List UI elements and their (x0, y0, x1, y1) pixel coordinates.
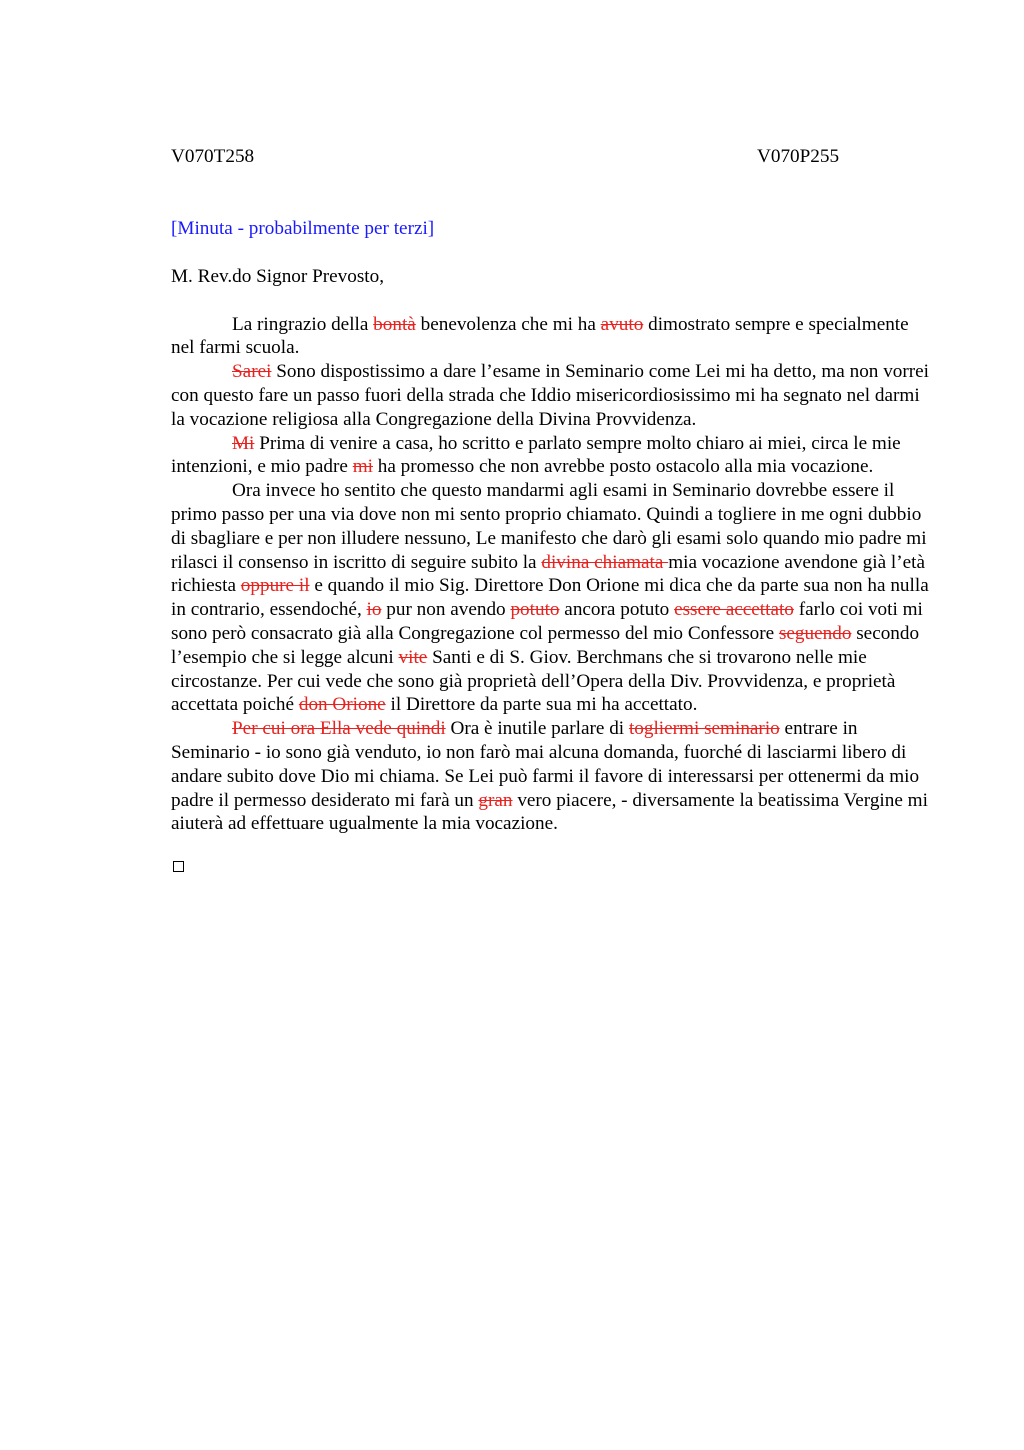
document-page (171, 145, 931, 872)
editorial-note: [Minuta - probabilmente per terzi] (171, 218, 435, 239)
letter-body (171, 313, 931, 837)
deleted-text: don Orione (298, 694, 386, 716)
deleted-text: divina chiamata (541, 551, 669, 573)
deleted-text: seguendo (778, 622, 852, 644)
paragraph-text: Sono dispostissimo a dare l’esame in Seminario come Lei mi ha detto, ma non vorrei con questo fare un passo fuori della strada che Iddio misericordiosissimo mi ha segnato nel darmi la vocazione religiosa alla Congregazione della Divina Provvidenza. (171, 361, 930, 430)
deleted-text: potuto (510, 599, 560, 621)
deleted-text: Mi (232, 432, 255, 454)
salutation: M. Rev.do Signor Prevosto, (171, 265, 385, 287)
deleted-text: Per cui ora Ella vede quindi (232, 718, 446, 740)
paragraph-text: Ora è inutile parlare di (445, 718, 629, 740)
document-header (171, 145, 931, 169)
paragraph-text: Ora invece ho sentito che questo mandarmi agli esami in Seminario dovrebbe essere il primo passo per una via dove non mi sento proprio chiamato. Quindi a togliere in me ogni dubbio di sbagliare e per non illudere nessuno, Le manifesto che darò gli esami solo quando mio padre mi rilasci il consenso in iscritto di seguire subito la (171, 480, 927, 573)
deleted-text: oppure il (240, 575, 310, 597)
paragraph-text: il Direttore da parte sua mi ha accettato. (385, 694, 698, 716)
paragraph (171, 313, 931, 361)
paragraph-text: e quando il mio Sig. Direttore Don Orione mi dica che da parte sua non ha nulla in contrario, essendoché, (171, 575, 929, 621)
paragraph-text: benevolenza che mi ha (415, 313, 601, 335)
paragraph-text: La ringrazio della (232, 313, 374, 335)
deleted-text: io (366, 599, 382, 621)
deleted-text: bontà (373, 313, 416, 335)
deleted-text: mi (352, 456, 373, 478)
paragraph-text: dimostrato sempre e specialmente nel farmi scuola. (171, 313, 909, 359)
paragraph (171, 432, 931, 480)
paragraph-text: vero piacere, - diversamente la beatissima Vergine mi aiuterà ad effettuare ugualmente la mia vocazione. (171, 789, 928, 835)
deleted-text: gran (478, 789, 513, 811)
document-code-left: V070T258 (171, 146, 255, 167)
paragraph-text: mia vocazione avendone già l’età richiesta (171, 551, 925, 597)
paragraph-text: pur non avendo (381, 599, 511, 621)
deleted-text: essere accettato (674, 599, 794, 621)
paragraph-text: farlo coi voti mi sono però consacrato già alla Congregazione col permesso del mio Confessore (171, 599, 923, 644)
page-code-right: V070P255 (757, 146, 840, 167)
deleted-text: Sarei (232, 361, 272, 383)
paragraph (171, 360, 931, 431)
paragraph-text: secondo l’esempio che si legge alcuni (171, 622, 920, 668)
paragraph-text: Prima di venire a casa, ho scritto e parlato sempre molto chiaro ai miei, circa le mie intenzioni, e mio padre (171, 432, 901, 478)
paragraph-text: Santi e di S. Giov. Berchmans che si trovarono nelle mie circostanze. Per cui vede che sono già proprietà dell’Opera della Div. Provvidenza, e proprietà accettata poiché (171, 646, 896, 716)
deleted-text: vite (398, 646, 428, 668)
deleted-text: togliermi seminario (628, 718, 780, 740)
deleted-text: avuto (600, 313, 644, 335)
paragraph-text: entrare in Seminario - io sono già venduto, io non farò mai alcuna domanda, fuorché di lasciarmi libero di andare subito dove Dio mi chiama. Se Lei può farmi il favore di interessarsi per ottenermi da mio padre il permesso desiderato mi farà un (171, 718, 920, 811)
paragraph (171, 717, 931, 836)
paragraph-text: ha promesso che non avrebbe posto ostacolo alla mia vocazione. (372, 456, 874, 478)
paragraph-text: ancora potuto (559, 599, 675, 621)
paragraph (171, 479, 931, 717)
end-box-icon (173, 861, 184, 872)
